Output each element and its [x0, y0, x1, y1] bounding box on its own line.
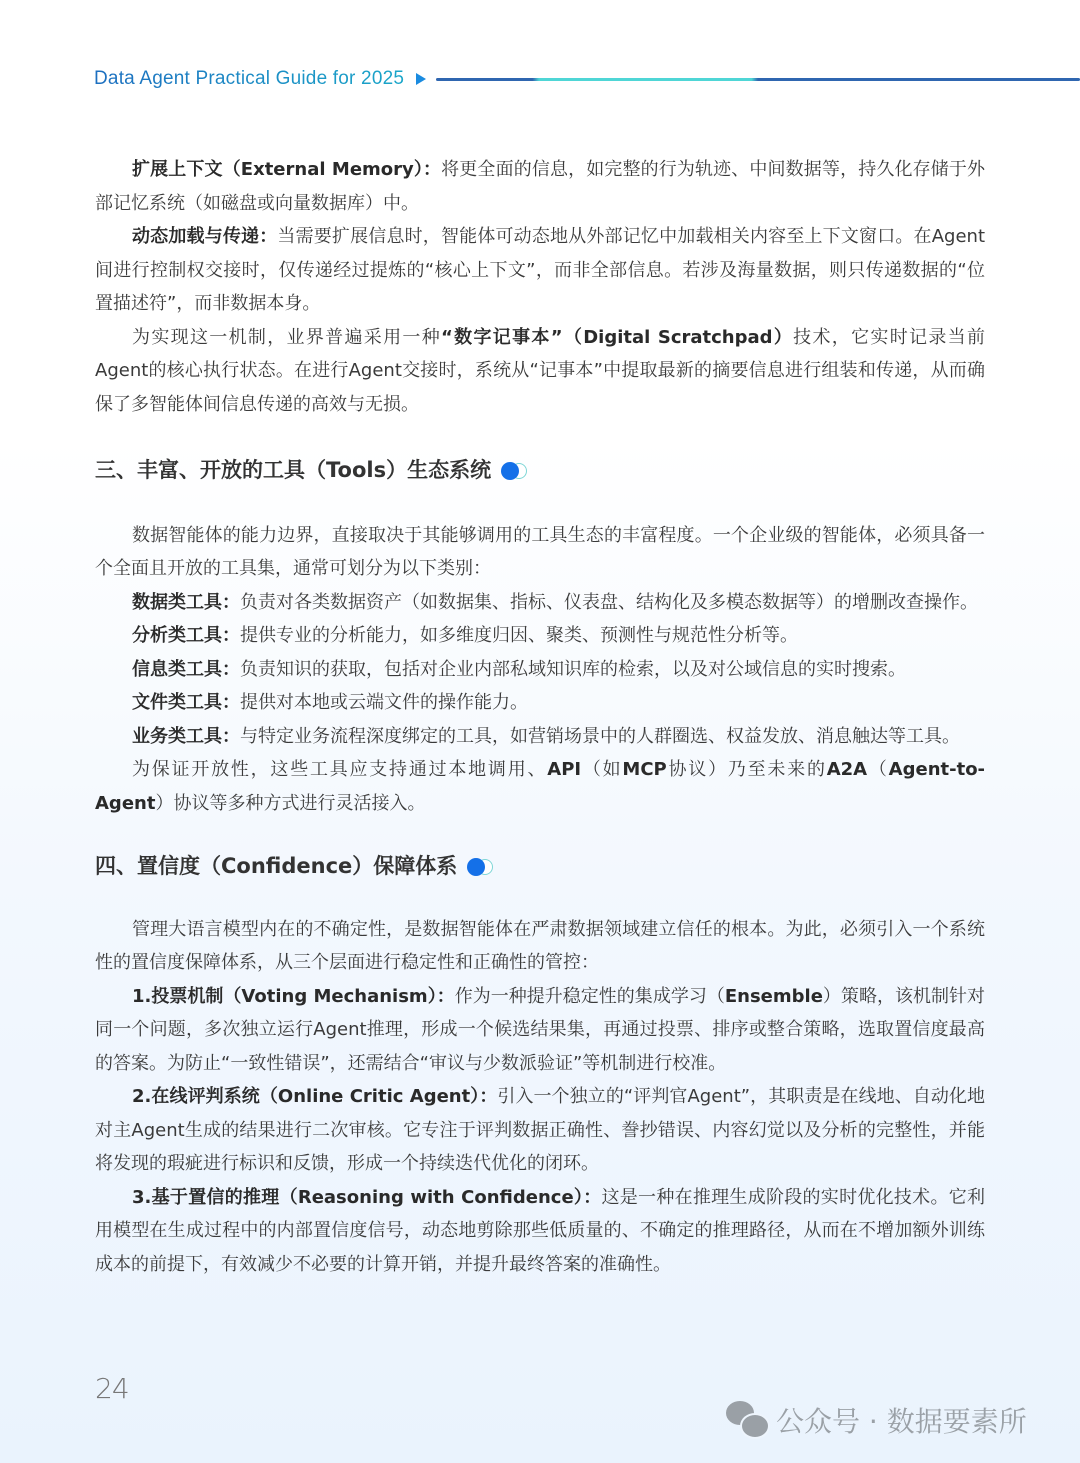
- item-desc: 引入一个独立的“评判官Agent”，其职责是在线地、自动化地对主Agent生成的结果进行二次审核。它专注于评判数据正确性、誊抄错误、内容幻觉以及分析的完整性，并能将发现的瑕疵进行标识和反馈，形成一个持续迭代优化的闭环。: [95, 1086, 985, 1174]
- item-label: 2.在线评判系统（Online Critic Agent）：: [132, 1086, 498, 1107]
- term-external-memory: 扩展上下文（External Memory）：: [132, 159, 442, 180]
- tool-item-data: [95, 586, 985, 620]
- term-mcp: MCP: [622, 759, 667, 780]
- paragraph-text: 技术，它实时记录当前Agent的核心执行状态。在进行Agent交接时，系统从“记事本”中提取最新的摘要信息进行组装和传递，从而确保了多智能体间信息传递的高效与无损。: [95, 326, 985, 415]
- paragraph-text: 为实现这一机制，业界普遍采用一种: [132, 326, 442, 348]
- page-body: [95, 153, 985, 1281]
- term-api: API: [547, 759, 582, 780]
- item-desc: ）策略，该机制针对同一个问题，多次独立运行Agent推理，形成一个候选结果集，再通过投票、排序或整合策略，选取置信度最高的答案。为防止“一致性错误”，还需结合“审议与少数派验证”等机制进行校准。: [95, 985, 986, 1074]
- tool-label: 数据类工具：: [132, 591, 240, 613]
- toggle-bullet-icon: [467, 858, 495, 876]
- item-label: 1.投票机制（Voting Mechanism）：: [132, 985, 455, 1007]
- paragraph-tools-intro: 数据智能体的能力边界，直接取决于其能够调用的工具生态的丰富程度。一个企业级的智能体，必须具备一个全面且开放的工具集，通常可划分为以下类别：: [95, 524, 985, 579]
- tool-desc: 负责知识的获取，包括对企业内部私域知识库的检索，以及对公域信息的实时搜索。: [240, 658, 906, 680]
- running-header: [94, 64, 1080, 94]
- item-label: 3.基于置信的推理（Reasoning with Confidence）：: [132, 1186, 602, 1208]
- paragraph-text: （如: [581, 759, 623, 780]
- tool-item-info: [95, 653, 985, 687]
- section-heading-tools: [95, 454, 985, 488]
- term-ensemble: Ensemble: [724, 985, 823, 1007]
- page-number: 24: [95, 1372, 129, 1405]
- tool-item-analysis: [95, 619, 985, 653]
- play-arrow-icon: [416, 73, 426, 85]
- watermark: [726, 1400, 1027, 1440]
- paragraph-tools-openness: [95, 753, 985, 820]
- paragraph-text: 当需要扩展信息时，智能体可动态地从外部记忆中加载相关内容至上下文窗口。在Agent间进行控制权交接时，仅传递经过提炼的“核心上下文”，而非全部信息。若涉及海量数据，则只传递数据的“位置描述符”，而非数据本身。: [95, 226, 985, 314]
- confidence-item-reasoning: [95, 1181, 985, 1282]
- tool-label: 信息类工具：: [132, 658, 240, 680]
- tool-desc: 提供专业的分析能力，如多维度归因、聚类、预测性与规范性分析等。: [240, 625, 798, 646]
- tool-label: 分析类工具：: [132, 625, 240, 646]
- tool-label: 文件类工具：: [132, 692, 240, 713]
- confidence-item-critic: [95, 1080, 985, 1181]
- paragraph-text: 将更全面的信息，如完整的行为轨迹、中间数据等，持久化存储于外部记忆系统（如磁盘或向量数据库）中。: [95, 159, 985, 214]
- watermark-text: 公众号 · 数据要素所: [776, 1405, 1027, 1438]
- paragraph-text: 协议）乃至未来的: [666, 759, 827, 780]
- item-desc: 这是一种在推理生成阶段的实时优化技术。它利用模型在生成过程中的内部置信度信号，动态地剪除那些低质量的、不确定的推理路径，从而在不增加额外训练成本的前提下，有效减少不必要的计算开销，并提升最终答案的准确性。: [95, 1186, 986, 1275]
- paragraph-text: 为保证开放性，这些工具应支持通过本地调用、: [132, 759, 548, 780]
- item-desc: 作为一种提升稳定性的集成学习（: [454, 985, 725, 1007]
- confidence-item-voting: [95, 980, 985, 1081]
- tool-item-file: [95, 686, 985, 720]
- paragraph-confidence-intro: 管理大语言模型内在的不确定性，是数据智能体在严肃数据领域建立信任的根本。为此，必须引入一个系统性的置信度保障体系，从三个层面进行稳定性和正确性的管控：: [95, 918, 985, 973]
- header-divider: [436, 78, 1080, 81]
- paragraph-text: ）协议等多种方式进行灵活接入。: [155, 792, 426, 814]
- paragraph-scratchpad: [95, 321, 985, 422]
- paragraph-external-memory: [95, 153, 985, 220]
- heading-text: 四、置信度（Confidence）保障体系: [95, 854, 458, 878]
- wechat-icon: [726, 1401, 770, 1439]
- tool-label: 业务类工具：: [132, 725, 240, 747]
- paragraph-text: （: [867, 759, 889, 780]
- section-heading-confidence: [95, 850, 985, 884]
- tool-desc: 提供对本地或云端文件的操作能力。: [240, 692, 528, 713]
- tool-item-business: [95, 720, 985, 754]
- term-a2a: A2A: [826, 759, 868, 780]
- toggle-bullet-icon: [501, 462, 529, 480]
- term-digital-scratchpad: “数字记事本”（Digital Scratchpad）: [441, 326, 794, 348]
- document-title: Data Agent Practical Guide for 2025: [94, 68, 405, 89]
- tool-desc: 负责对各类数据资产（如数据集、指标、仪表盘、结构化及多模态数据等）的增删改查操作。: [240, 591, 978, 613]
- paragraph-dynamic-loading: [95, 220, 985, 321]
- tool-desc: 与特定业务流程深度绑定的工具，如营销场景中的人群圈选、权益发放、消息触达等工具。: [240, 725, 960, 747]
- term-agent-to-agent: Agent-to-Agent: [95, 759, 986, 814]
- term-dynamic-loading: 动态加载与传递：: [132, 226, 278, 247]
- heading-text: 三、丰富、开放的工具（Tools）生态系统: [95, 458, 492, 482]
